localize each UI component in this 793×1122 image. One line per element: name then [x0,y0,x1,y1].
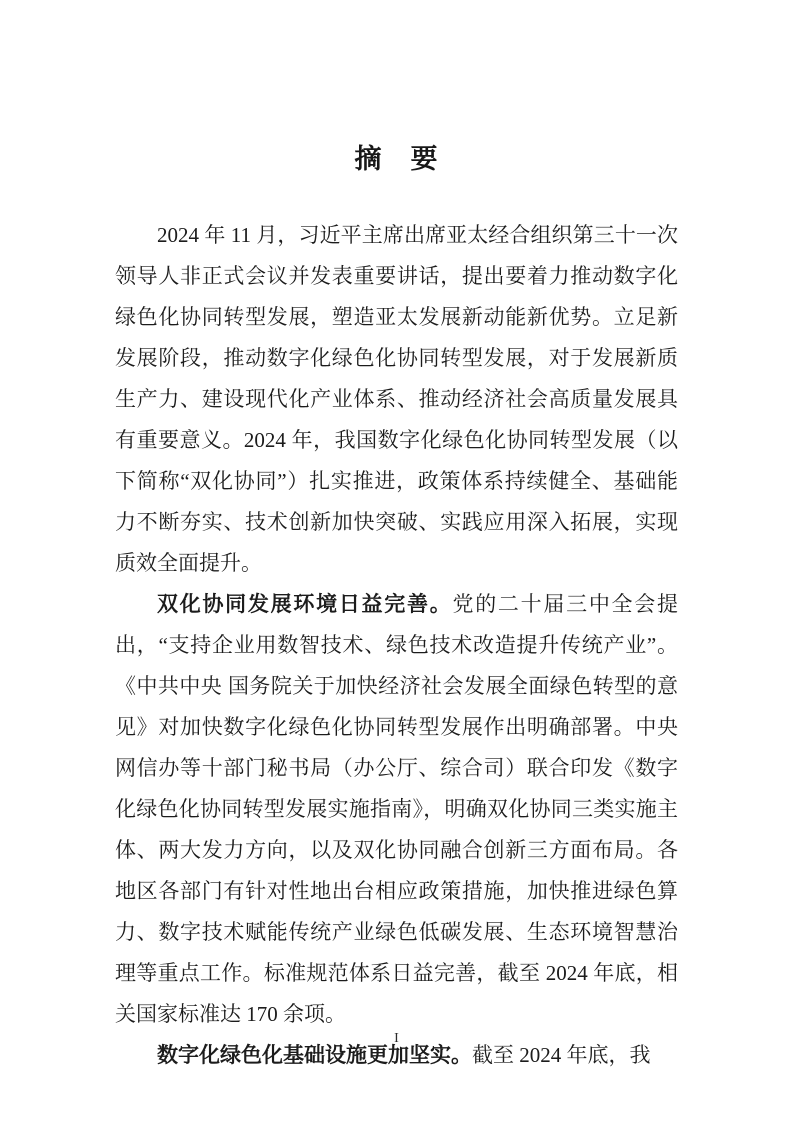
paragraph-lead: 数字化绿色化基础设施更加坚实。 [157,1043,472,1067]
paragraph [115,584,678,1035]
paragraph [115,215,678,584]
page-title: 摘 要 [354,144,439,174]
document-body [115,215,678,1076]
paragraph-text: 截至 2024 年底，我 [472,1043,651,1067]
paragraph-lead: 双化协同发展环境日益完善。 [157,592,453,616]
paragraph-text: 党的二十届三中全会提出，“支持企业用数智技术、绿色技术改造提升传统产业”。《中共中央 国务院关于加快经济社会发展全面绿色转型的意见》对加快数字化绿色化协同转型发展作出明确部署。中央网信办等十部门秘书局（办公厅、综合司）联合印发《数字化绿色化协同转型发展实施指南》，明确双化协同三类实施主体、两大发力方向，以及双化协同融合创新三方面布局。各地区各部门有针对性地出台相应政策措施，加快推进绿色算力、数字技术赋能传统产业绿色低碳发展、生态环境智慧治理等重点工作。标准规范体系日益完善，截至 2024 年底，相关国家标准达 170 余项。 [115,592,679,1026]
paragraph-text: 2024 年 11 月，习近平主席出席亚太经合组织第三十一次领导人非正式会议并发表重要讲话，提出要着力推动数字化绿色化协同转型发展，塑造亚太发展新动能新优势。立足新发展阶段，推动数字化绿色化协同转型发展，对于发展新质生产力、建设现代化产业体系、推动经济社会高质量发展具有重要意义。2024 年，我国数字化绿色化协同转型发展（以下简称“双化协同”）扎实推进，政策体系持续健全、基础能力不断夯实、技术创新加快突破、实践应用深入拓展，实现质效全面提升。 [115,223,678,575]
page-number: I [394,1031,399,1046]
